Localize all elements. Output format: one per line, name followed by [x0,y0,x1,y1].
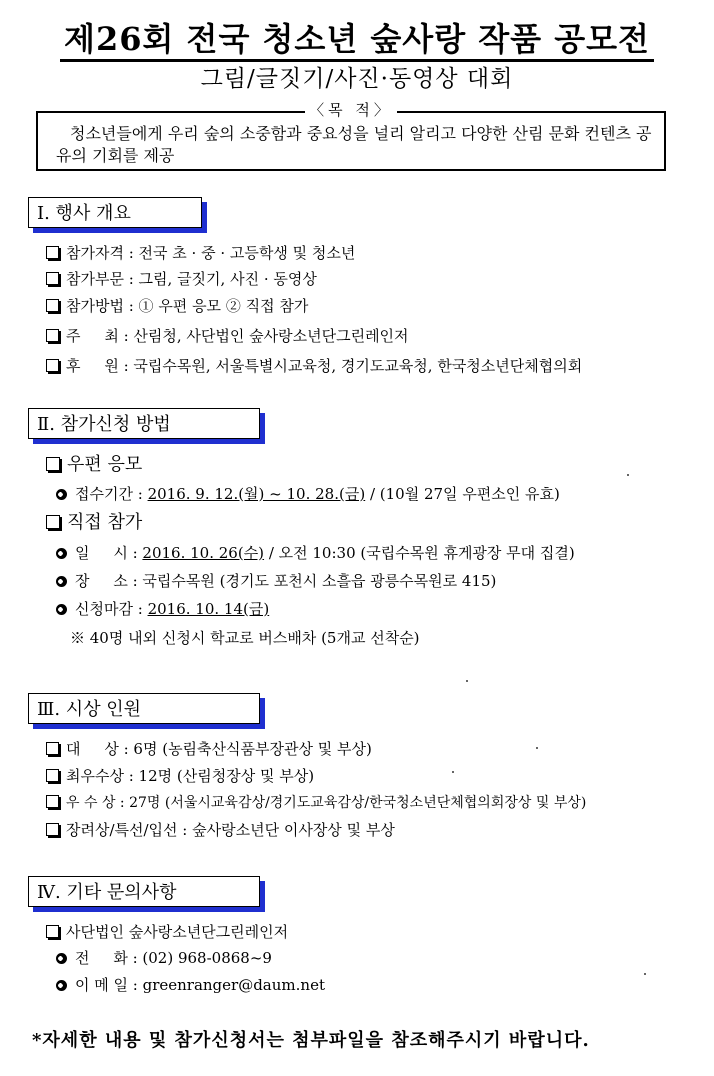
page-title: 제26회 전국 청소년 숲사랑 작품 공모전 [0,14,714,60]
purpose-label: 〈목 적〉 [305,101,397,119]
checkbox-square-icon [46,769,59,782]
checkbox-square-icon [46,457,60,471]
list-item: 우 수 상 : 27명 (서울시교육감상/경기도교육감상/한국청소년단체협의회장상 및 부상) [46,793,586,813]
stray-dot [627,474,629,476]
checkbox-square-icon [46,742,59,755]
stray-dot [536,747,538,749]
checkbox-square-icon [46,823,59,836]
bullet-circle-icon [56,953,67,964]
bullet-circle-icon [56,980,67,991]
contact-phone: 전 화 : (02) 968-0868~9 [56,948,272,968]
bullet-circle-icon [56,604,67,615]
section-heading-application: Ⅱ. 참가신청 방법 [28,408,260,439]
list-item: 최우수상 : 12명 (산림청장상 및 부상) [46,766,314,786]
checkbox-square-icon [46,515,60,529]
checkbox-square-icon [46,925,59,938]
checkbox-square-icon [46,359,59,372]
bullet-circle-icon [56,548,67,559]
stray-dot [452,771,454,773]
stray-dot [466,680,468,682]
list-item: 참가자격 : 전국 초 · 중 · 고등학생 및 청소년 [46,243,355,263]
list-item: 주 최 : 산림청, 사단법인 숲사랑소년단그린레인저 [46,326,409,346]
footer-note: *자세한 내용 및 참가신청서는 첨부파일을 참조해주시기 바랍니다. [32,1030,590,1051]
list-item-direct: 직접 참가 [46,513,142,533]
checkbox-square-icon [46,299,59,312]
checkbox-square-icon [46,246,59,259]
page-subtitle: 그림/글짓기/사진·동영상 대회 [200,66,514,92]
bullet-circle-icon [56,576,67,587]
checkbox-square-icon [46,272,59,285]
list-item: 참가부문 : 그림, 글짓기, 사진 · 동영상 [46,269,317,289]
list-item: 참가방법 : ① 우편 응모 ② 직접 참가 [46,296,308,316]
list-item-org: 사단법인 숲사랑소년단그린레인저 [46,922,288,942]
bullet-circle-icon [56,489,67,500]
list-item-mail: 우편 응모 [46,455,142,475]
sub-item-place: 장 소 : 국립수목원 (경기도 포천시 소흘읍 광릉수목원로 415) [56,571,496,591]
contact-email: 이 메 일 : greenranger@daum.net [56,975,325,995]
sub-item-date: 일 시 : 2016. 10. 26(수) / 오전 10:30 (국립수목원 휴게광장 무대 집결) [56,543,575,563]
checkbox-square-icon [46,329,59,342]
purpose-box [36,101,666,171]
section-heading-contact: Ⅳ. 기타 문의사항 [28,876,260,907]
sub-item-period: 접수기간 : 2016. 9. 12.(월) ~ 10. 28.(금) / (10월 27일 우편소인 유효) [56,484,560,504]
section-heading-awards: Ⅲ. 시상 인원 [28,693,260,724]
list-item: 대 상 : 6명 (농림축산식품부장관상 및 부상) [46,739,372,759]
list-item: 장려상/특선/입선 : 숲사랑소년단 이사장상 및 부상 [46,820,395,840]
stray-dot [644,973,646,975]
bus-note: ※ 40명 내외 신청시 학교로 버스배차 (5개교 선착순) [70,629,420,647]
checkbox-square-icon [46,795,59,808]
list-item: 후 원 : 국립수목원, 서울특별시교육청, 경기도교육청, 한국청소년단체협의회 [46,356,582,376]
purpose-text: 청소년들에게 우리 숲의 소중함과 중요성을 널리 알리고 다양한 산림 문화 컨텐츠 공유의 기회를 제공 [56,124,652,165]
sub-item-deadline: 신청마감 : 2016. 10. 14(금) [56,599,269,619]
section-heading-overview: Ⅰ. 행사 개요 [28,197,202,228]
